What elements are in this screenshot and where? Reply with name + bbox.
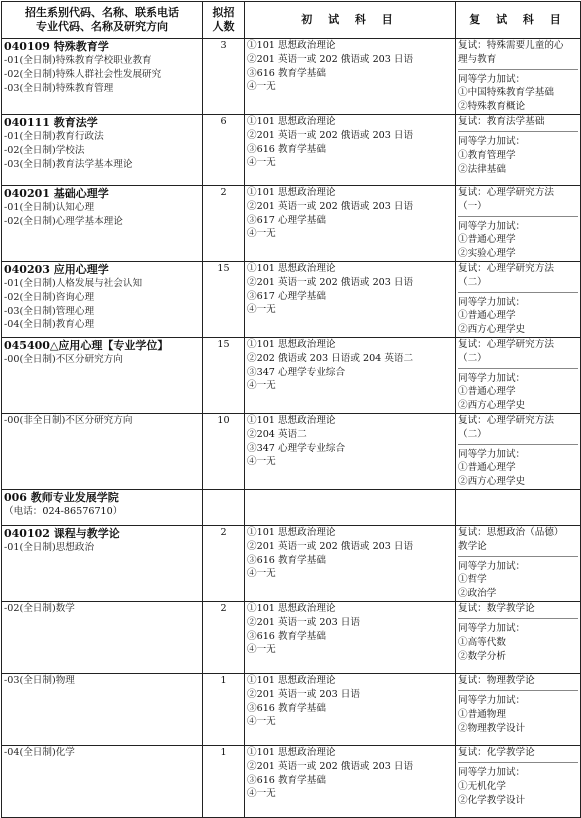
research-direction: -00(非全日制)不区分研究方向 (4, 414, 133, 426)
retest-subject: 理与教育 (458, 53, 497, 65)
equivalent-exam-item: ①无机化学 (458, 780, 506, 792)
program-cell (2, 413, 203, 489)
major-name: 040111 教育法学 (4, 115, 98, 129)
equivalent-exam-item: ②特殊教育概论 (458, 101, 526, 113)
exam-subject: ①101 思想政治理论 (247, 602, 336, 614)
equivalent-exam-item: 同等学力加试： (458, 372, 526, 384)
exam-subject: ②201 英语一或 202 俄语或 203 日语 (247, 540, 414, 552)
retest-subject: 复试：教育法学基础 (458, 115, 545, 127)
equivalent-exam-item: ①普通心理学 (458, 386, 516, 398)
header-retest: 复 试 科 目 (456, 2, 581, 39)
header-program-line-1: 招生系别代码、名称、联系电话 (25, 6, 179, 19)
equivalent-exam-item: ②政治学 (458, 588, 497, 600)
equivalent-exam-item: ②法律基础 (458, 163, 506, 175)
quota-cell: 1 (203, 673, 245, 745)
equivalent-exam-item: 同等学力加试： (458, 448, 526, 460)
research-direction: -03(全日制)特殊教育管理 (4, 82, 114, 94)
exam-subject: ②201 英语一或 202 俄语或 203 日语 (247, 760, 414, 772)
equivalent-exam-item: ②数学分析 (458, 650, 506, 662)
department-name: 006 教师专业发展学院 (4, 490, 119, 504)
equivalent-exam-item: ①教育管理学 (458, 149, 516, 161)
exam-cell (245, 185, 456, 261)
quota-cell: 15 (203, 261, 245, 337)
exam-subject: ②204 英语二 (247, 428, 307, 440)
exam-subject: ④一无 (247, 304, 276, 316)
table-row (2, 525, 581, 601)
quota-cell: 6 (203, 114, 245, 185)
retest-subject: 复试：心理学研究方法 (458, 338, 554, 350)
research-direction: -02(全日制)心理学基本理论 (4, 215, 123, 227)
research-direction: -01(全日制)特殊教育学校职业教育 (4, 55, 152, 66)
retest-subject: 复试：数学教学论 (458, 602, 535, 614)
equivalent-exam-item: ①普通心理学 (458, 234, 516, 246)
retest-subject-block (458, 674, 578, 691)
retest-subject-block (458, 526, 578, 557)
research-direction: -01(全日制)人格发展与社会认知 (4, 277, 143, 289)
exam-subject: ④一无 (247, 380, 276, 392)
exam-subject: ①101 思想政治理论 (247, 338, 336, 350)
exam-cell (245, 673, 456, 745)
exam-subject: ①101 思想政治理论 (247, 186, 336, 198)
retest-subject-block (458, 262, 578, 293)
program-cell (2, 261, 203, 337)
equivalent-exam-item: ①普通心理学 (458, 462, 516, 474)
department-cell (2, 489, 203, 525)
exam-subject: ③347 心理学专业综合 (247, 366, 346, 378)
research-direction: -03(全日制)管理心理 (4, 305, 95, 317)
exam-subject: ④一无 (247, 157, 276, 169)
retest-subject: （二） (458, 352, 487, 364)
research-direction: -04(全日制)化学 (4, 746, 75, 758)
research-direction: -03(全日制)教育法学基本理论 (4, 158, 133, 170)
exam-subject: ①101 思想政治理论 (247, 115, 336, 127)
table-row (2, 39, 581, 115)
retest-subject: （二） (458, 428, 487, 440)
exam-subject: ④一无 (247, 81, 276, 93)
equivalent-exam-item: 同等学力加试： (458, 296, 526, 308)
retest-cell (456, 525, 581, 601)
exam-subject: ②201 英语一或 202 俄语或 203 日语 (247, 129, 414, 141)
retest-subject: 复试：化学教学论 (458, 746, 535, 758)
program-cell (2, 185, 203, 261)
retest-subject-block (458, 115, 578, 132)
exam-subject: ④一无 (247, 228, 276, 240)
major-name: 040203 应用心理学 (4, 262, 109, 276)
program-cell (2, 601, 203, 673)
program-cell (2, 525, 203, 601)
retest-subject: 复试：心理学研究方法 (458, 186, 554, 198)
research-direction: -04(全日制)教育心理 (4, 319, 95, 331)
retest-subject-block (458, 746, 578, 763)
exam-cell (245, 413, 456, 489)
retest-subject: 复试：思想政治（品德） (458, 526, 564, 538)
header-quota-line-2: 人数 (212, 20, 235, 33)
equivalent-exam-item: ①普通心理学 (458, 310, 516, 322)
exam-cell (245, 114, 456, 185)
equivalent-exam-item: ②西方心理学史 (458, 324, 526, 336)
exam-subject: ③616 教育学基础 (247, 630, 326, 642)
quota-cell: 1 (203, 745, 245, 817)
retest-subject-block (458, 186, 578, 217)
department-row (2, 489, 581, 525)
retest-cell (456, 337, 581, 413)
equivalent-exam-item: ②化学教学设计 (458, 794, 526, 806)
retest-cell (456, 39, 581, 115)
retest-cell (456, 185, 581, 261)
equivalent-exam-item: ②西方心理学史 (458, 400, 526, 412)
retest-subject-block (458, 414, 578, 445)
retest-subject: 复试：心理学研究方法 (458, 262, 554, 274)
retest-cell (456, 413, 581, 489)
exam-subject: ③617 心理学基础 (247, 214, 326, 226)
major-name: 045400△应用心理【专业学位】 (4, 338, 169, 352)
exam-cell (245, 337, 456, 413)
exam-cell (245, 525, 456, 601)
equivalent-exam-item: 同等学力加试： (458, 135, 526, 147)
admissions-catalog-table (1, 1, 581, 818)
research-direction: -01(全日制)教育行政法 (4, 130, 104, 142)
equivalent-exam-item: 同等学力加试： (458, 766, 526, 778)
equivalent-exam-item: ①哲学 (458, 574, 487, 586)
equivalent-exam-item: ①高等代数 (458, 636, 506, 648)
quota-cell: 2 (203, 185, 245, 261)
table-row (2, 337, 581, 413)
exam-subject: ③616 教育学基础 (247, 143, 326, 155)
research-direction: -01(全日制)思想政治 (4, 541, 95, 553)
equivalent-exam-item: ②实验心理学 (458, 248, 516, 260)
exam-cell (245, 601, 456, 673)
program-cell (2, 39, 203, 115)
quota-cell: 2 (203, 601, 245, 673)
table-row (2, 261, 581, 337)
exam-subject: ①101 思想政治理论 (247, 674, 336, 686)
major-name: 040201 基础心理学 (4, 186, 109, 200)
table-row (2, 673, 581, 745)
research-direction: -02(全日制)咨询心理 (4, 291, 95, 303)
exam-cell (245, 39, 456, 115)
exam-subject: ③616 教育学基础 (247, 554, 326, 566)
retest-cell (456, 601, 581, 673)
research-direction: -03(全日制)物理 (4, 674, 75, 686)
header-program (2, 2, 203, 39)
retest-cell (456, 114, 581, 185)
retest-subject-block (458, 602, 578, 619)
table-row (2, 114, 581, 185)
research-direction: -02(全日制)数学 (4, 602, 75, 614)
quota-cell: 10 (203, 413, 245, 489)
department-exam-cell (245, 489, 456, 525)
department-phone: （电话：024-86576710） (4, 505, 123, 517)
exam-subject: ②202 俄语或 203 日语或 204 英语二 (247, 352, 414, 364)
header-quota-line-1: 拟招 (212, 6, 235, 19)
department-quota-cell (203, 489, 245, 525)
exam-subject: ④一无 (247, 456, 276, 468)
table-row (2, 601, 581, 673)
table-row (2, 745, 581, 817)
equivalent-exam-item: 同等学力加试： (458, 73, 526, 85)
equivalent-exam-item: 同等学力加试： (458, 560, 526, 572)
exam-subject: ②201 英语一或 203 日语 (247, 688, 360, 700)
exam-subject: ③347 心理学专业综合 (247, 442, 346, 454)
retest-subject-block (458, 39, 578, 70)
equivalent-exam-item: 同等学力加试： (458, 220, 526, 232)
exam-subject: ①101 思想政治理论 (247, 40, 336, 51)
exam-subject: ②201 英语一或 203 日语 (247, 616, 360, 628)
department-section (2, 489, 581, 525)
equivalent-exam-item: 同等学力加试： (458, 694, 526, 706)
retest-subject-block (458, 338, 578, 369)
retest-cell (456, 261, 581, 337)
exam-subject: ③616 教育学基础 (247, 67, 326, 79)
major-name: 040102 课程与教学论 (4, 526, 120, 540)
exam-subject: ②201 英语一或 202 俄语或 203 日语 (247, 200, 414, 212)
exam-subject: ①101 思想政治理论 (247, 746, 336, 758)
retest-subject: 复试：特殊需要儿童的心 (458, 40, 564, 51)
department-retest-cell (456, 489, 581, 525)
research-direction: -01(全日制)认知心理 (4, 201, 95, 213)
equivalent-exam-item: 同等学力加试： (458, 622, 526, 634)
program-rows (2, 39, 581, 490)
exam-subject: ②201 英语一或 202 俄语或 203 日语 (247, 53, 414, 65)
research-direction: -00(全日制)不区分研究方向 (4, 353, 123, 365)
program-cell (2, 114, 203, 185)
exam-subject: ②201 英语一或 202 俄语或 203 日语 (247, 276, 414, 288)
retest-subject: （一） (458, 200, 487, 212)
retest-subject: 教学论 (458, 540, 487, 552)
exam-subject: ④一无 (247, 788, 276, 800)
exam-subject: ①101 思想政治理论 (247, 526, 336, 538)
exam-subject: ①101 思想政治理论 (247, 414, 336, 426)
program-cell (2, 745, 203, 817)
table-row (2, 413, 581, 489)
retest-subject: （二） (458, 276, 487, 288)
program-cell (2, 337, 203, 413)
exam-subject: ④一无 (247, 644, 276, 656)
exam-subject: ①101 思想政治理论 (247, 262, 336, 274)
quota-cell: 2 (203, 525, 245, 601)
equivalent-exam-item: ②西方心理学史 (458, 476, 526, 488)
equivalent-exam-item: ②物理教学设计 (458, 722, 526, 734)
program-rows-2 (2, 525, 581, 817)
exam-cell (245, 261, 456, 337)
retest-subject: 复试：物理教学论 (458, 674, 535, 686)
exam-subject: ③617 心理学基础 (247, 290, 326, 302)
retest-cell (456, 745, 581, 817)
quota-cell: 3 (203, 39, 245, 115)
equivalent-exam-item: ①中国特殊教育学基础 (458, 87, 554, 99)
header-initial-exam: 初 试 科 目 (245, 2, 456, 39)
research-direction: -02(全日制)学校法 (4, 144, 85, 156)
exam-subject: ③616 教育学基础 (247, 702, 326, 714)
exam-subject: ④一无 (247, 568, 276, 580)
header-program-line-2: 专业代码、名称及研究方向 (36, 20, 168, 33)
header-row (2, 2, 581, 39)
table-row (2, 185, 581, 261)
research-direction: -02(全日制)特殊人群社会性发展研究 (4, 68, 162, 80)
program-cell (2, 673, 203, 745)
retest-cell (456, 673, 581, 745)
equivalent-exam-item: ①普通物理 (458, 708, 506, 720)
quota-cell: 15 (203, 337, 245, 413)
exam-cell (245, 745, 456, 817)
exam-subject: ③616 教育学基础 (247, 774, 326, 786)
header-quota (203, 2, 245, 39)
retest-subject: 复试：心理学研究方法 (458, 414, 554, 426)
exam-subject: ④一无 (247, 716, 276, 728)
major-name: 040109 特殊教育学 (4, 40, 109, 53)
